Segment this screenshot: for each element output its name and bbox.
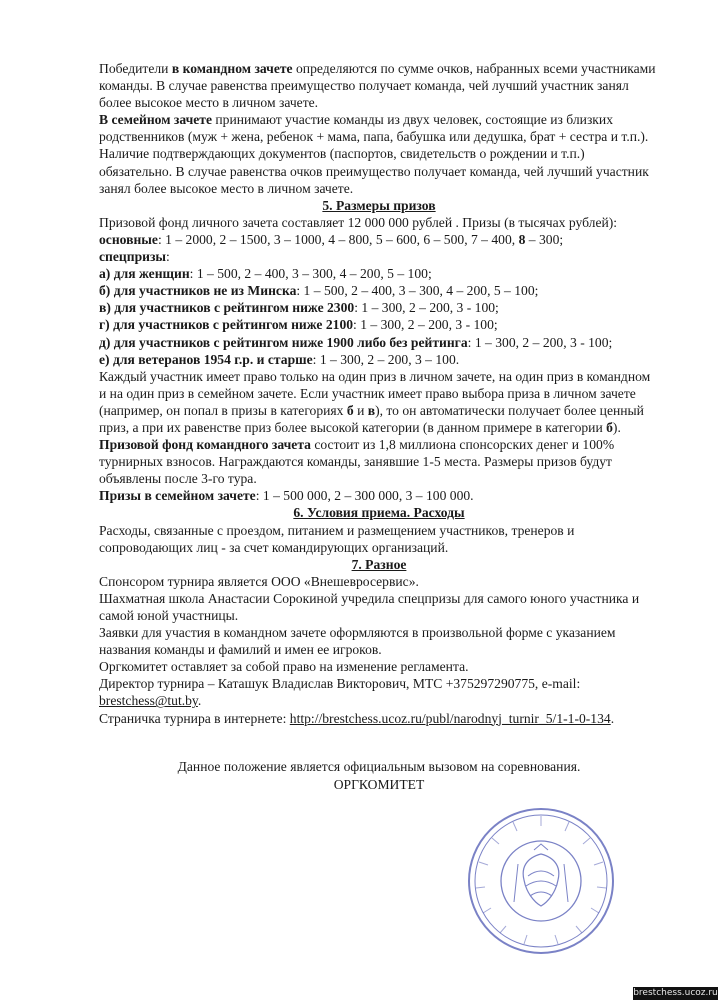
section-7-heading: 7. Разное: [351, 556, 407, 572]
sponsor-paragraph: Спонсором турнира является ООО «Внешевросервис».: [99, 573, 419, 589]
text-run: Страничка турнира в интернете:: [99, 710, 290, 726]
text-run: :: [166, 249, 170, 265]
bold-term: В семейном зачете: [99, 112, 212, 128]
prize-fund-intro: Призовой фонд личного зачета составляет 12 000 000 рублей . Призы (в тысячах рублей):: [99, 214, 618, 230]
section-5-heading: 5. Размеры призов: [322, 197, 436, 213]
special-prize-item: [99, 316, 659, 333]
bold-term: г) для участников с рейтингом ниже 2100: [99, 317, 354, 333]
text-run: ), то он автоматически получает более ценный приз, а при их равенстве приз более высокой категории (в данном примере в категории: [99, 402, 644, 435]
director-paragraph: [99, 675, 659, 709]
bold-term: спецпризы: [99, 249, 167, 265]
email-link[interactable]: brestchess@tut.by: [99, 693, 198, 709]
text-run: : 1 – 500, 2 – 400, 3 – 300, 4 – 200, 5 – 100;: [296, 283, 539, 299]
text-run: : 1 – 2000, 2 – 1500, 3 – 1000, 4 – 800, 5 – 600, 6 – 500, 7 – 400,: [157, 231, 519, 247]
official-call-block: [99, 758, 659, 794]
bold-term: основные: [99, 231, 158, 247]
special-prize-item: [99, 351, 659, 368]
tournament-page-link[interactable]: http://brestchess.ucoz.ru/publ/narodnyj_turnir_5/1-1-0-134: [289, 710, 611, 726]
text-run: : 1 – 300, 2 – 200, 3 - 100;: [353, 317, 498, 333]
family-standings-paragraph: [99, 111, 659, 196]
special-prize-item: [99, 299, 659, 316]
bold-term: 8: [518, 231, 526, 247]
special-prize-item: [99, 265, 659, 282]
expenses-paragraph: Расходы, связанные с проездом, питанием и размещением участников, тренеров и сопроводающих лиц - за счет командирующих организаций.: [99, 522, 575, 555]
special-prize-item: [99, 334, 659, 351]
chess-school-paragraph: Шахматная школа Анастасии Сорокиной учредила спецпризы для самого юного участника и самой юной участницы.: [99, 590, 640, 623]
bold-term: Призы в семейном зачете: [99, 488, 256, 504]
official-call-text: Данное положение является официальным вызовом на соревнования.: [177, 759, 581, 774]
text-run: Победители: [99, 61, 172, 76]
text-run: ).: [612, 419, 621, 435]
family-prizes-paragraph: [99, 487, 659, 504]
text-run: Каждый участник имеет право только на один приз в личном зачете, на один приз в командном и на один приз в семейном зачете. Если участник имеет право выбора приза в личном зачете (например, он попал в призы в категориях: [99, 368, 651, 418]
text-run: Директор турнира – Каташук Владислав Викторович, МТС +375297290775, e-mail:: [99, 676, 581, 692]
tournament-page-paragraph: [99, 710, 659, 727]
bold-term: е) для ветеранов 1954 г.р. и старше: [99, 351, 313, 367]
one-prize-rule-paragraph: [99, 368, 659, 436]
text-run: : 1 – 300, 2 – 200, 3 - 100;: [354, 300, 499, 316]
text-run: .: [610, 710, 615, 726]
bold-term: б: [606, 419, 613, 435]
applications-paragraph: Заявки для участия в командном зачете оформляются в произвольной форме с указанием названия команды и фамилий и имен ее игроков.: [99, 625, 616, 658]
organizing-committee-signature: ОРГКОМИТЕТ: [333, 777, 425, 792]
text-run: : 1 – 300, 2 – 200, 3 – 100.: [312, 351, 460, 367]
bold-term: в: [367, 402, 376, 418]
special-prize-item: [99, 282, 659, 299]
section-6-heading: 6. Условия приема. Расходы: [293, 505, 465, 521]
text-run: определяются по сумме очков, набранных всеми участниками команды. В случае равенства преимущество получает команда, чей лучший участник занял более высокое место в личном зачете.: [99, 61, 656, 111]
main-prizes-line: [99, 231, 659, 248]
bold-term: в) для участников с рейтингом ниже 2300: [99, 300, 355, 316]
site-watermark: brestchess.ucoz.ru: [633, 988, 718, 998]
special-prizes-label: [99, 248, 659, 265]
official-stamp-icon: [466, 806, 616, 956]
team-standings-paragraph: [99, 60, 659, 111]
bold-term: б) для участников не из Минска: [99, 283, 297, 299]
regulations-body: [99, 60, 659, 727]
text-run: принимают участие команды из двух человек, состоящие из близких родственников (муж + жена, ребенок + мама, папа, бабушка или дедушка, брат + сестра и т.п.). Наличие подтверждающих документов (паспортов, свидетельств о рождении и т.п.) обязательно. В случае равенства очков преимущество получает команда, чей лучший участник занял более высокое место в личном зачете.: [99, 112, 649, 196]
bold-term: д) для участников с рейтингом ниже 1900 либо без рейтинга: [99, 334, 468, 350]
text-run: : 1 – 300, 2 – 200, 3 - 100;: [467, 334, 613, 350]
bold-term: б: [346, 402, 354, 418]
text-run: .: [197, 693, 202, 709]
bold-term: а) для женщин: [99, 266, 190, 282]
text-run: : 1 – 500 000, 2 – 300 000, 3 – 100 000.: [255, 488, 474, 504]
text-run: и: [353, 402, 368, 418]
text-run: : 1 – 500, 2 – 400, 3 – 300, 4 – 200, 5 – 100;: [189, 266, 432, 282]
bold-term: Призовой фонд командного зачета: [99, 437, 311, 453]
text-run: – 300;: [525, 231, 564, 247]
bold-term: в командном зачете: [171, 61, 293, 76]
team-prize-fund-paragraph: [99, 436, 659, 487]
text-run: состоит из 1,8 миллиона спонсорских денег и 100% турнирных взносов. Награждаются команды, занявшие 1-5 места. Размеры призов будут объявлены после 3-го тура.: [99, 437, 615, 487]
reserve-right-paragraph: Оргкомитет оставляет за собой право на изменение регламента.: [99, 659, 469, 675]
